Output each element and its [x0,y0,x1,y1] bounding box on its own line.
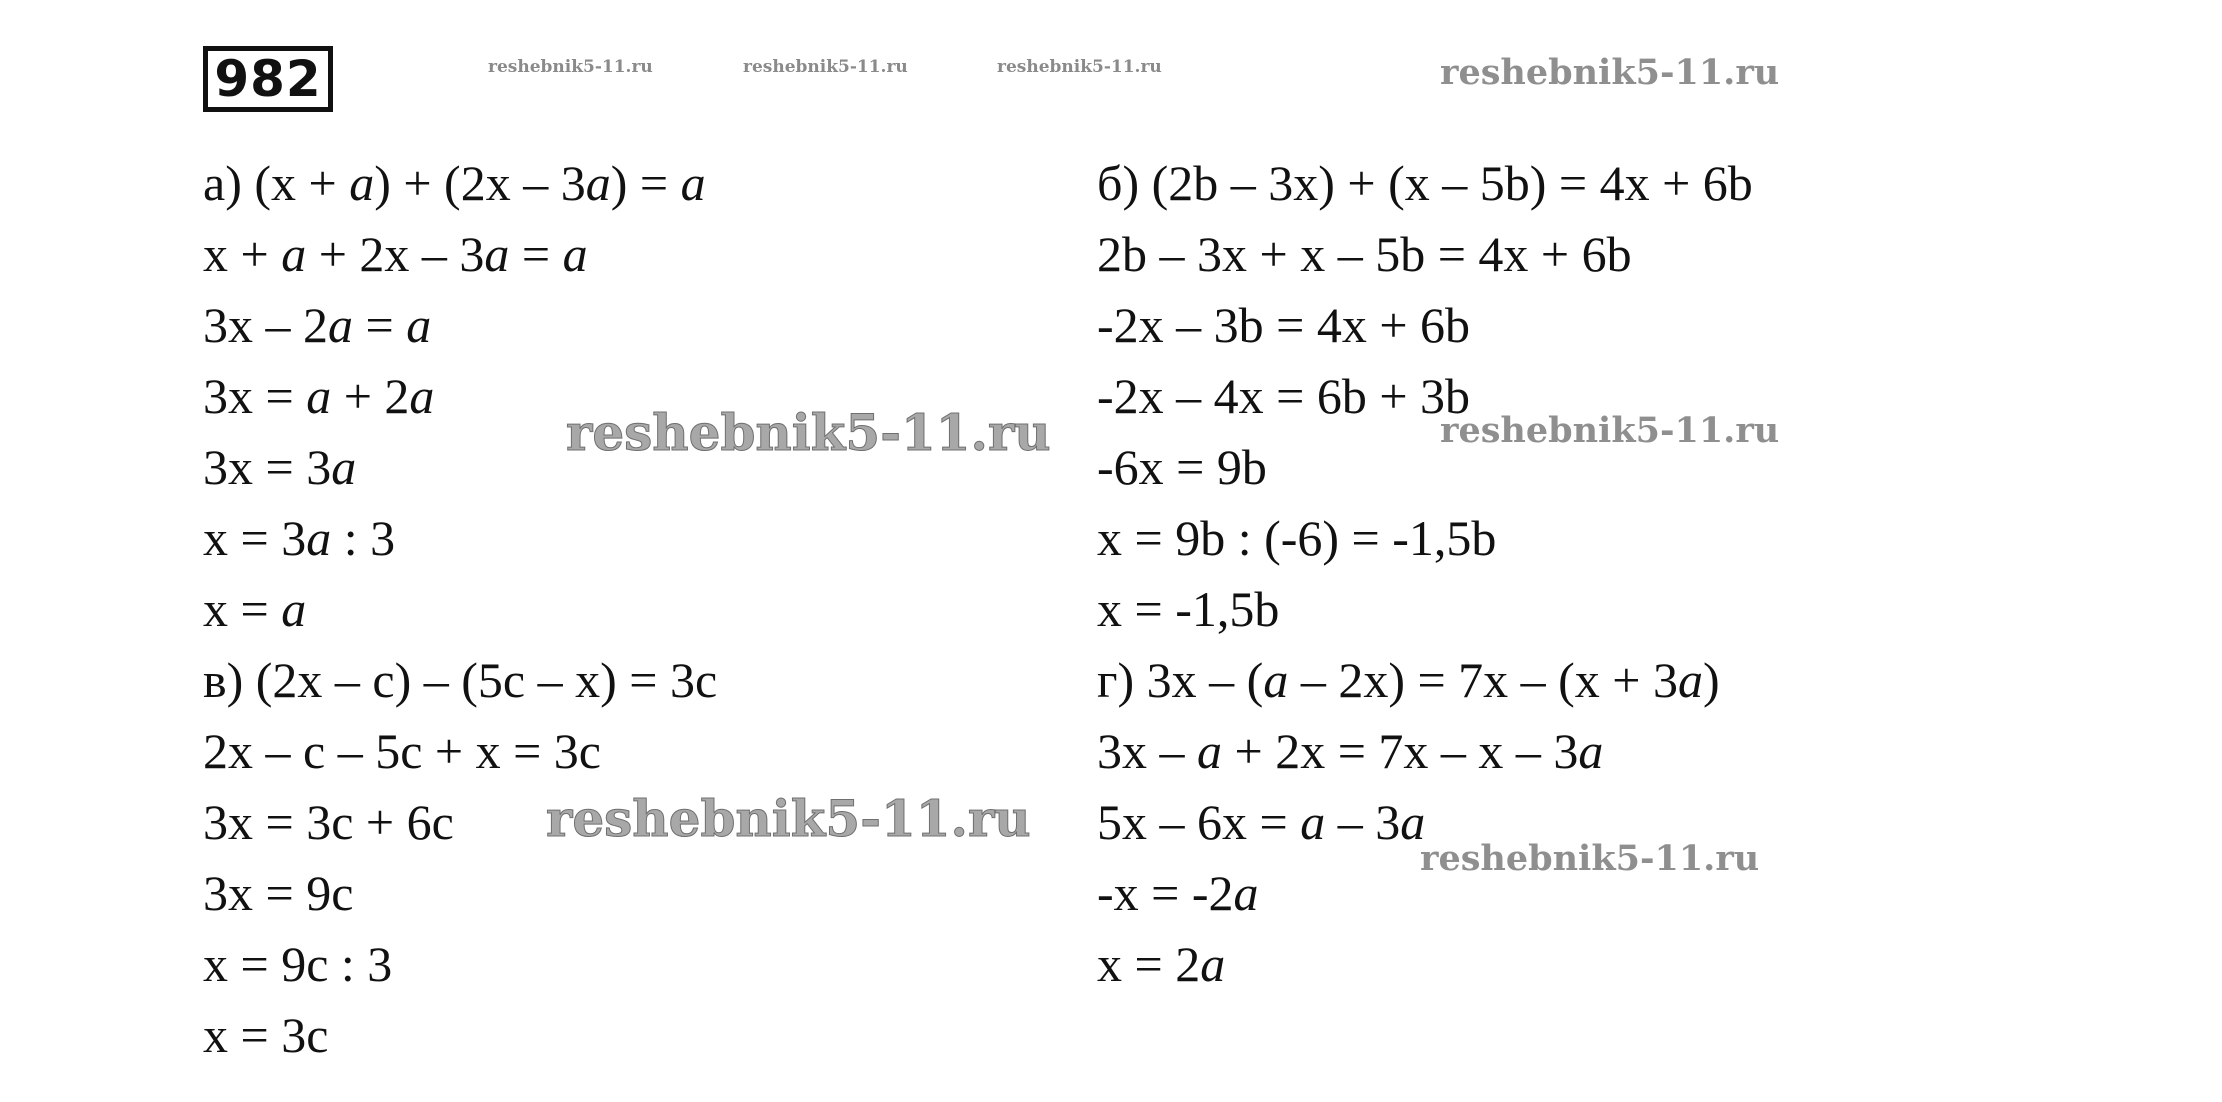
equation-line [1097,148,1753,219]
left-column [203,148,717,1071]
variable-a: a [680,155,706,211]
equation-text: = [509,226,563,282]
equation-text: + 2 [331,368,410,424]
equation-text: 5x – 6x = [1097,794,1301,850]
equation-text: x = 3c [203,1007,329,1063]
equation-text: = [353,297,407,353]
equation-text: x = 3 [203,510,307,566]
problem-number: 982 [203,46,333,112]
equation-text: 3x = 9c [203,865,354,921]
watermark: reshebnik5-11.ru [1420,838,1760,879]
equation-line [203,219,717,290]
equation-line [1097,787,1753,858]
equation-line [203,716,717,787]
equation-text: 2x – c – 5c + x = 3c [203,723,601,779]
equation-line [1097,432,1753,503]
equation-text: 3x – [1097,723,1197,779]
equation-text: 3x = 3c + 6c [203,794,454,850]
equation-text: + 2x = 7x – x – 3 [1222,723,1579,779]
equation-line [203,787,717,858]
equation-line [203,503,717,574]
equation-text: 3x = 3 [203,439,332,495]
variable-a: a [406,297,432,353]
equation-line [1097,858,1753,929]
watermark: reshebnik5-11.ru [1440,52,1780,93]
equation-line [203,858,717,929]
equation-text: – 2x) = 7x – (x + 3 [1288,652,1679,708]
equation-line [203,361,717,432]
variable-a: a [1578,723,1604,779]
equation-text: x = [203,581,282,637]
variable-a: a [1678,652,1704,708]
equation-text: -x = -2 [1097,865,1234,921]
equation-line [1097,929,1753,1000]
watermark: reshebnik5-11.ru [546,789,1031,848]
equation-line [203,574,717,645]
variable-a: a [306,510,332,566]
variable-a: a [562,226,588,282]
part-v-solution [203,645,717,1071]
equation-text: : 3 [331,510,396,566]
equation-line [203,290,717,361]
equation-line [1097,645,1753,716]
equation-line [1097,574,1753,645]
equation-line [203,432,717,503]
equation-text: 3x – 2 [203,297,328,353]
equation-text: ) [1703,652,1720,708]
variable-a: a [281,581,307,637]
equation-line [203,929,717,1000]
variable-a: a [331,439,357,495]
equation-text: 2b – 3x + x – 5b = 4x + 6b [1097,226,1632,282]
variable-a: a [281,226,307,282]
equation-text: -2x – 4x = 6b + 3b [1097,368,1471,424]
equation-text: б) (2b – 3x) + (x – 5b) = 4x + 6b [1097,155,1753,211]
equation-line [1097,716,1753,787]
equation-line [203,148,717,219]
part-g-solution [1097,645,1753,1000]
variable-a: a [328,297,353,353]
equation-text: x = 9c : 3 [203,936,393,992]
equation-text: в) (2x – c) – (5c – x) = 3c [203,652,718,708]
equation-line [1097,361,1753,432]
variable-a: a [306,368,332,424]
equation-text: 3x = [203,368,307,424]
equation-line [1097,219,1753,290]
equation-line [203,645,717,716]
watermark: reshebnik5-11.ru [997,57,1162,77]
equation-text: ) = [610,155,681,211]
part-a-solution [203,148,717,645]
watermark: reshebnik5-11.ru [743,57,908,77]
variable-a: a [1400,794,1426,850]
equation-text: x = 2 [1097,936,1201,992]
variable-a: a [1263,652,1289,708]
variable-a: a [409,368,435,424]
part-b-solution [1097,148,1753,645]
equation-text: x = 9b : (-6) = -1,5b [1097,510,1497,566]
right-column [1097,148,1753,1000]
equation-text: ) + (2x – 3 [374,155,586,211]
variable-a: a [1197,723,1222,779]
equation-line [1097,290,1753,361]
watermark: reshebnik5-11.ru [488,57,653,77]
equation-text: x = -1,5b [1097,581,1280,637]
variable-a: a [1300,794,1326,850]
equation-text: + 2x – 3 [306,226,485,282]
equation-text: а) (x + [203,155,350,211]
variable-a: a [484,226,510,282]
watermark: reshebnik5-11.ru [566,403,1051,462]
equation-text: -2x – 3b = 4x + 6b [1097,297,1471,353]
variable-a: a [1233,865,1259,921]
watermark: reshebnik5-11.ru [1440,410,1780,451]
equation-line [1097,503,1753,574]
equation-text: -6x = 9b [1097,439,1267,495]
variable-a: a [349,155,375,211]
equation-text: – 3 [1325,794,1401,850]
equation-text: x + [203,226,282,282]
variable-a: a [585,155,611,211]
equation-line [203,1000,717,1071]
equation-text: г) 3x – ( [1097,652,1264,708]
variable-a: a [1200,936,1226,992]
